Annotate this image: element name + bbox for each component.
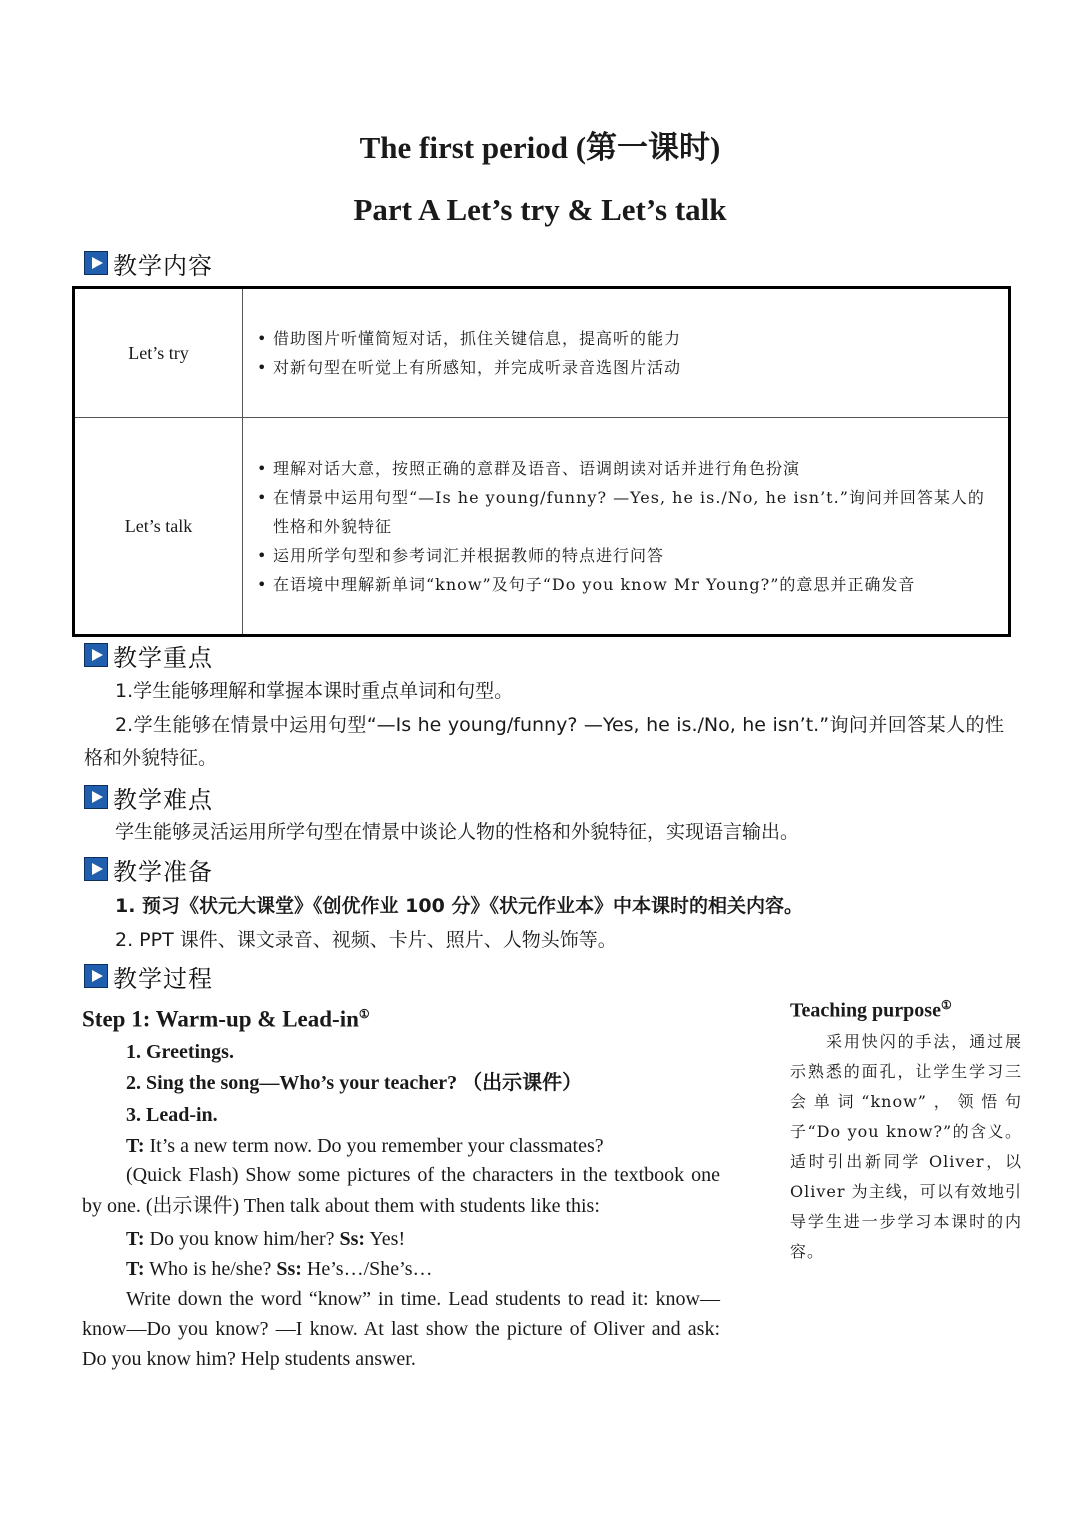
key-point-2: 2.学生能够在情景中运用句型“—Is he young/funny? —Yes, he is./No, he isn’t.”询问并回答某人的性格和外貌特征。 (84, 714, 1004, 769)
list-item: • 在情景中运用句型“—Is he young/funny? —Yes, he is./No, he isn’t.”询问并回答某人的性格和外貌特征 (257, 483, 996, 541)
teaching-content-table (72, 286, 1011, 637)
speaker-label: T: (126, 1228, 145, 1250)
step-heading (82, 998, 742, 1036)
play-icon (84, 857, 108, 881)
write-down-paragraph: Write down the word “know” in time. Lead students to read it: know—know—Do you know? —I know. At last show the picture of Oliver and ask: Do you know him? Help students answer. (82, 1288, 720, 1370)
list-item: • 运用所学句型和参考词汇并根据教师的特点进行问答 (257, 541, 996, 570)
row-content (243, 288, 1010, 418)
step-item: 2. Sing the song—Who’s your teacher? （出示课件） (126, 1072, 583, 1094)
speech-text: He’s…/She’s… (301, 1258, 433, 1280)
speaker-label: Ss: (276, 1258, 302, 1280)
list-item: • 在语境中理解新单词“know”及句子“Do you know Mr Young?”的意思并正确发音 (257, 570, 996, 599)
section-heading-preparation (84, 854, 213, 884)
footnote-mark: ① (940, 998, 952, 1012)
row-label: Let’s try (74, 288, 243, 418)
speaker-label: T: (126, 1258, 145, 1280)
speech-text: Yes! (365, 1228, 406, 1250)
play-icon (84, 251, 108, 275)
difficulty-text: 学生能够灵活运用所学句型在情景中谈论人物的性格和外貌特征，实现语言输出。 (115, 821, 800, 843)
section-heading-process (84, 961, 213, 991)
teaching-purpose-text: 采用快闪的手法，通过展示熟悉的面孔，让学生学习三会单词“know”，领悟句子“Do you know?”的含义。适时引出新同学 Oliver，以 Oliver 为主线，可以有效地引导学生进一步学习本课时的内容。 (790, 1031, 1022, 1261)
teacher-line-1 (126, 1130, 746, 1163)
section-label: 教学准备 (113, 857, 213, 886)
key-point-1: 1.学生能够理解和掌握本课时重点单词和句型。 (115, 680, 514, 702)
list-item: • 对新句型在听觉上有所感知，并完成听录音选图片活动 (257, 353, 996, 382)
footnote-mark: ① (358, 1007, 370, 1021)
preparation-1: 1. 预习《状元大课堂》《创优作业 100 分》《状元作业本》中本课时的相关内容。 (115, 895, 803, 917)
step-item: 3. Lead-in. (126, 1104, 218, 1126)
section-label: 教学难点 (113, 785, 213, 814)
speech-text: Who is he/she? (144, 1258, 277, 1280)
page-subtitle: Part A Let’s try & Let’s talk (353, 192, 727, 227)
section-label: 教学内容 (113, 251, 213, 280)
section-heading-content (84, 248, 213, 278)
table-row (74, 288, 1010, 418)
play-icon (84, 785, 108, 809)
list-item: • 借助图片听懂简短对话，抓住关键信息，提高听的能力 (257, 324, 996, 353)
speech-text: Do you know him/her? (144, 1228, 340, 1250)
page-title: The first period (第一课时) (359, 130, 721, 165)
play-icon (84, 964, 108, 988)
speaker-label: T: (126, 1135, 145, 1157)
step-heading-text: Step 1: Warm-up & Lead-in (82, 1006, 359, 1032)
section-label: 教学过程 (113, 964, 213, 993)
teaching-purpose-title: Teaching purpose (790, 999, 941, 1022)
list-item: • 理解对话大意，按照正确的意群及语音、语调朗读对话并进行角色扮演 (257, 454, 996, 483)
row-content (243, 418, 1010, 636)
preparation-2: 2. PPT 课件、课文录音、视频、卡片、照片、人物头饰等。 (115, 929, 617, 951)
table-row (74, 418, 1010, 636)
speaker-label: Ss: (339, 1228, 366, 1250)
section-heading-difficulties (84, 782, 213, 812)
speech-text: It’s a new term now. Do you remember your classmates? (144, 1135, 604, 1157)
section-label: 教学重点 (113, 643, 213, 672)
section-heading-key-points (84, 640, 213, 670)
teaching-purpose-box (790, 998, 1022, 1267)
dialogue-line-2 (126, 1253, 746, 1286)
quick-flash-paragraph: (Quick Flash) Show some pictures of the characters in the textbook one by one. (出示课件) Then talk about them with students like this: (82, 1164, 720, 1217)
step-item: 1. Greetings. (126, 1041, 234, 1063)
teaching-purpose-heading (790, 998, 1022, 1023)
row-label: Let’s talk (74, 418, 243, 636)
dialogue-line-1 (126, 1223, 746, 1256)
play-icon (84, 643, 108, 667)
